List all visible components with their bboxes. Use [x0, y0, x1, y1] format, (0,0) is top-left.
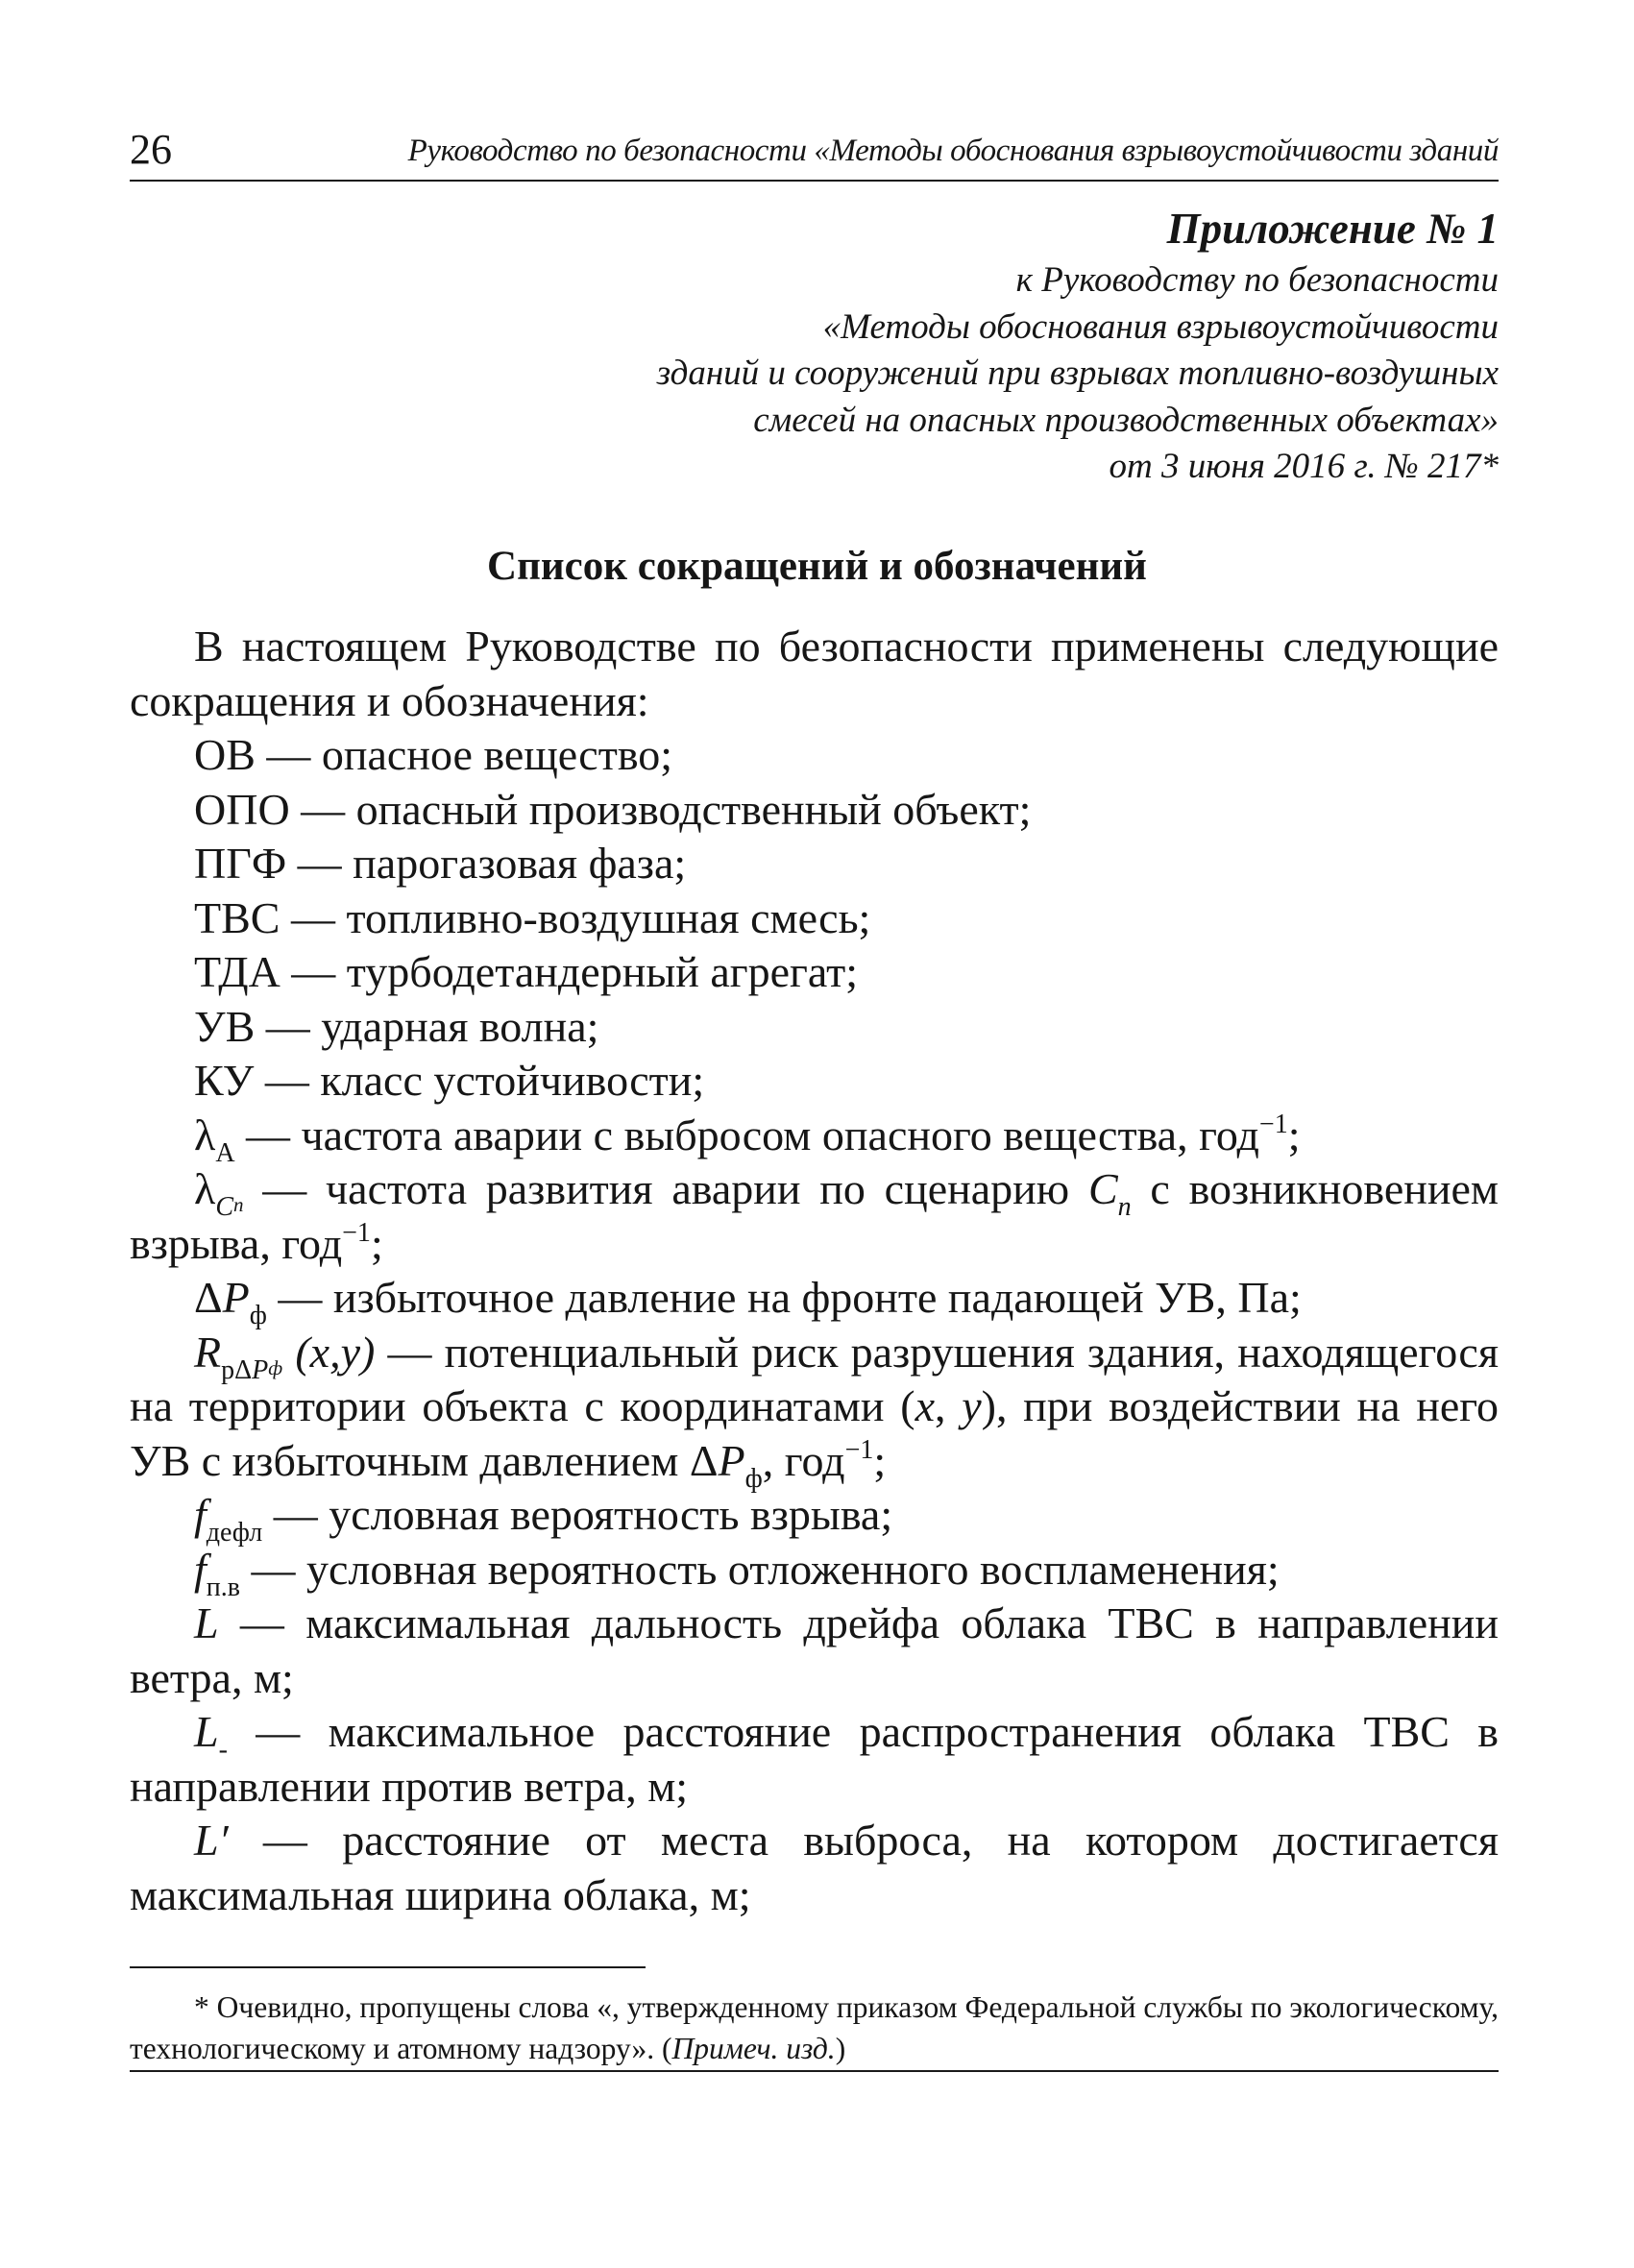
- appendix-line: к Руководству по безопасности: [1015, 260, 1499, 300]
- appendix-line: от 3 июня 2016 г. № 217*: [1109, 447, 1499, 486]
- punctuation: ;: [1287, 1110, 1301, 1159]
- footnote-close: ): [835, 2032, 846, 2065]
- symbol-subscript: рΔ: [221, 1354, 253, 1385]
- symbol-subscript: ф: [249, 1301, 267, 1330]
- symbol-l: L: [194, 1707, 219, 1756]
- footnote-main: * Очевидно, пропущены слова «, утвержденному приказом Федеральной службы по экологическому, технологическому и атомному надзору». (: [130, 1990, 1499, 2065]
- symbol-description: — избыточное давление на фронте падающей УВ, Па;: [266, 1273, 1302, 1322]
- abbreviation-item: ТВС — топливно-воздушная смесь;: [194, 892, 871, 942]
- symbol-subscript: -: [218, 1735, 228, 1765]
- symbol-subscript: n: [233, 1193, 244, 1216]
- bottom-rule: [130, 2070, 1499, 2072]
- symbol-p: P: [222, 1273, 250, 1322]
- symbol-item-l-prime: [130, 1814, 1499, 1922]
- symbol-subscript: A: [215, 1137, 235, 1168]
- symbol-delta: Δ: [194, 1273, 223, 1322]
- symbol-f: f: [194, 1490, 207, 1539]
- symbol-args: (x,y): [295, 1327, 376, 1377]
- body-text: [130, 620, 1499, 1922]
- symbol-l: L: [194, 1598, 219, 1647]
- symbol-description: — расстояние от места выброса, на котором достигается максимальная ширина облака, м;: [130, 1816, 1499, 1919]
- symbol-f: f: [194, 1544, 207, 1594]
- symbol-item-f-defl: [130, 1488, 1499, 1548]
- symbol-description: — условная вероятность отложенного воспламенения;: [240, 1544, 1280, 1594]
- appendix-line: зданий и сооружений при взрывах топливно-воздушных: [656, 354, 1499, 393]
- symbol-lambda: λ: [194, 1164, 216, 1213]
- symbol-item-f-pv: [130, 1543, 1499, 1602]
- symbol-y: y: [962, 1381, 982, 1430]
- intro-paragraph: В настоящем Руководстве по безопасности применены следующие сокращения и обозначения:: [130, 622, 1499, 725]
- symbol-p: P: [718, 1435, 745, 1485]
- abbreviation-item: УВ — ударная волна;: [194, 1001, 599, 1051]
- symbol-subscript: ф: [744, 1463, 763, 1494]
- abbreviation-item: ПГФ — парогазовая фаза;: [194, 839, 687, 888]
- punctuation: ;: [370, 1218, 383, 1268]
- symbol-l-prime: L′: [194, 1816, 229, 1865]
- symbol-subscript: n: [1117, 1192, 1132, 1222]
- symbol-description: — максимальное расстояние распространения облака ТВС в направлении против ветра, м;: [130, 1707, 1499, 1811]
- exponent: −1: [844, 1434, 874, 1465]
- exponent: −1: [342, 1217, 371, 1248]
- symbol-x: x: [915, 1381, 935, 1430]
- exponent: −1: [1258, 1109, 1288, 1139]
- appendix-line: «Методы обоснования взрывоустойчивости: [822, 306, 1499, 347]
- appendix-title: Приложение № 1: [1166, 205, 1499, 253]
- symbol-c: C: [1087, 1164, 1118, 1213]
- symbol-item-lambda-a: [130, 1109, 1499, 1168]
- symbol-item-l: [130, 1597, 1499, 1705]
- symbol-subscript: C: [215, 1192, 233, 1222]
- symbol-description: , год: [762, 1435, 845, 1485]
- symbol-subscript: P: [252, 1354, 269, 1385]
- symbol-description: — потенциальный риск разрушения здания, находящегося на территории объекта с координатами (: [130, 1327, 1500, 1430]
- symbol-description: — условная вероятность взрыва;: [262, 1490, 893, 1539]
- appendix-block: [657, 200, 1499, 491]
- abbreviation-item: ОПО — опасный производственный объект;: [194, 784, 1032, 834]
- symbol-subscript: дефл: [206, 1518, 263, 1548]
- symbol-description: с возникновением взрыва, год: [130, 1164, 1499, 1268]
- header-rule: [130, 180, 1499, 182]
- running-title: Руководство по безопасности «Методы обоснования взрывоустойчивости зданий: [407, 134, 1499, 168]
- symbol-description: — максимальная дальность дрейфа облака ТВС в направлении ветра, м;: [130, 1598, 1499, 1702]
- footnote-rule: [130, 1966, 646, 1968]
- symbol-item-delta-p: [130, 1271, 1499, 1330]
- symbol-item-l-minus: [130, 1705, 1499, 1814]
- appendix-line: смесей на опасных производственных объектах»: [753, 400, 1499, 440]
- running-head: [130, 123, 1499, 181]
- symbol-description: — частота развития аварии по сценарию: [243, 1164, 1088, 1213]
- footnote-editor-note: Примеч. изд.: [671, 2032, 836, 2065]
- symbol-subscript: ф: [268, 1355, 283, 1379]
- symbol-r: R: [194, 1327, 222, 1377]
- symbol-description: ), при воздействии на него УВ с избыточным давлением Δ: [130, 1381, 1499, 1485]
- symbol-subscript: п.в: [206, 1572, 240, 1602]
- section-title: Список сокращений и обозначений: [487, 544, 1147, 589]
- abbreviation-item: ОВ — опасное вещество;: [194, 730, 673, 779]
- symbol-lambda: λ: [194, 1110, 216, 1159]
- symbol-description: — частота аварии с выбросом опасного вещества, год: [234, 1110, 1259, 1159]
- abbreviation-item: КУ — класс устойчивости;: [194, 1056, 705, 1105]
- footnote-text: [130, 1987, 1499, 2069]
- symbol-item-risk-r: [130, 1326, 1500, 1494]
- page-number: 26: [130, 126, 172, 173]
- punctuation: ,: [935, 1381, 963, 1430]
- punctuation: ;: [873, 1435, 887, 1485]
- footnote: [130, 1987, 1499, 2069]
- symbol-item-lambda-cn: [130, 1162, 1499, 1271]
- abbreviation-item: ТДА — турбодетандерный агрегат;: [194, 947, 859, 996]
